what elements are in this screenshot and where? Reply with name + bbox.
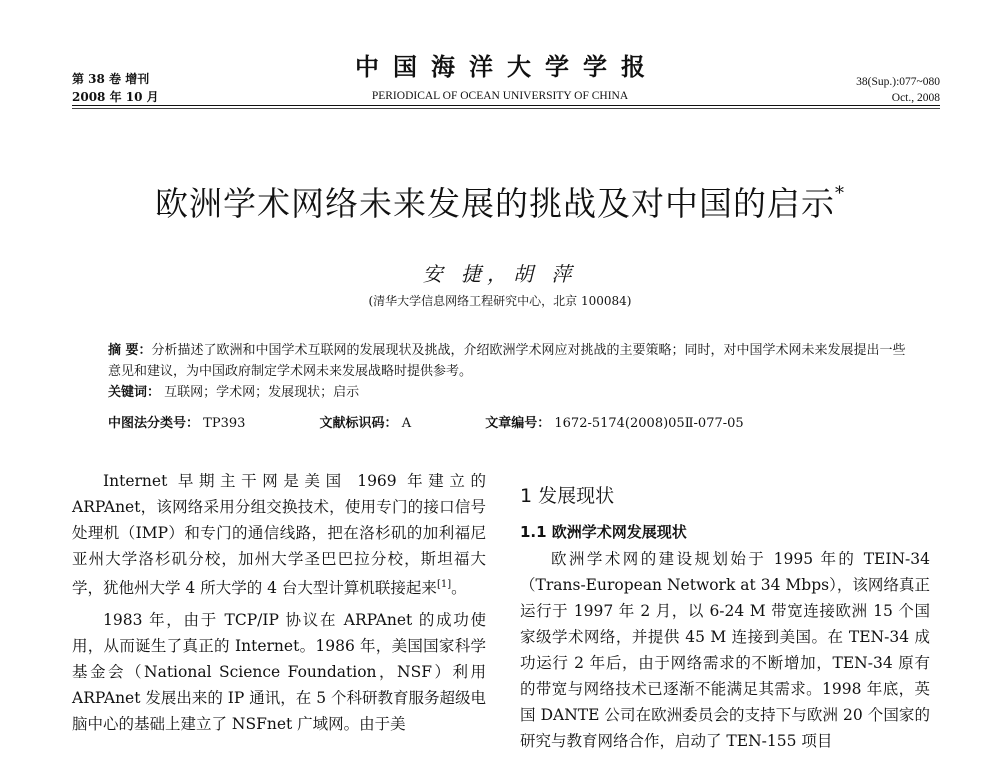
- section-heading: 1 发展现状: [520, 485, 615, 507]
- article-title-text: 欧洲学术网络未来发展的挑战及对中国的启示: [155, 184, 835, 223]
- clc-label: 中图法分类号：: [108, 416, 200, 431]
- title-footnote-mark: *: [835, 183, 845, 204]
- keywords-label: 关键词：: [108, 385, 161, 400]
- citation-ref[interactable]: [1]: [436, 579, 452, 590]
- classification-row: [108, 414, 908, 434]
- paragraph: 1983 年，由于 TCP/IP 协议在 ARPAnet 的成功使用，从而诞生了真正的 Internet。1986 年，美国国家科学基金会（National Science Foundation，NSF）利用 ARPAnet 发展出来的 IP 通讯，在 5 个科研教育服务超级电脑中心的基础上建立了 NSFnet 广域网。由于美: [72, 611, 486, 734]
- article-no-value: 1672-5174(2008)05Ⅱ-077-05: [554, 416, 744, 431]
- keywords: 互联网；学术网；发展现状；启示: [164, 385, 360, 400]
- left-p1-end: 。: [451, 579, 467, 598]
- paragraph: [72, 468, 486, 601]
- month-en: Oct., 2008: [891, 92, 940, 104]
- right-column: [520, 482, 930, 754]
- abstract: [108, 340, 908, 403]
- abstract-label: 摘 要：: [108, 343, 152, 358]
- left-column: [72, 468, 486, 737]
- affiliation: (清华大学信息网络工程研究中心，北京 100084): [368, 294, 632, 308]
- publication-date: 2008 年 10 月: [72, 90, 159, 104]
- paragraph: 欧洲学术网的建设规划始于 1995 年的 TEIN-34（Trans-European Network at 34 Mbps），该网络真正运行于 1997 年 2 月，以 6-24 M 带宽连接欧洲 15 个国家级学术网络，并提供 45 M 连接到美国。在 TEN-34 成功运行 2 年后，由于网络需求的不断增加，TEN-34 原有的带宽与网络技术已逐渐不能满足其需求。1998 年底，英国 DANTE 公司在欧洲委员会的支持下与欧洲 20 个国家的研究与教育网络合作，启动了 TEN-155 项目: [520, 550, 930, 750]
- page-range: 38(Sup.):077~080: [856, 76, 940, 88]
- clc-value: TP393: [203, 416, 246, 431]
- subsection-heading: 1.1 欧洲学术网发展现状: [520, 523, 687, 541]
- doc-code-label: 文献标识码：: [319, 416, 398, 431]
- authors: 安 捷，胡 萍: [422, 262, 578, 286]
- header-rule-secondary: [72, 108, 940, 109]
- header-rule: [72, 105, 940, 106]
- left-p1-text: Internet 早期主干网是美国 1969 年建立的 ARPAnet，该网络采用分组交换技术，使用专门的接口信号处理机（IMP）和专门的通信线路，把在洛杉矶的加利福尼亚州大学洛杉矶分校，加州大学圣巴巴拉分校，斯坦福大学，犹他州大学 4 所大学的 4 台大型计算机联接起来: [72, 472, 486, 598]
- article-title: [0, 176, 1000, 226]
- journal-volume-block: [72, 70, 159, 106]
- doc-code-value: A: [401, 416, 412, 431]
- journal-name-cn: 中国海洋大学学报: [355, 52, 659, 81]
- keywords-line: [108, 382, 908, 403]
- journal-name-block: [300, 52, 700, 104]
- article-no-label: 文章编号：: [485, 416, 551, 431]
- page-range-block: [856, 74, 940, 106]
- volume-issue: 第 38 卷 增刊: [72, 72, 150, 86]
- journal-name-en: PERIODICAL OF OCEAN UNIVERSITY OF CHINA: [371, 90, 629, 102]
- abstract-text: 分析描述了欧洲和中国学术互联网的发展现状及挑战，介绍欧洲学术网应对挑战的主要策略；同时，对中国学术网未来发展提出一些意见和建议，为中国政府制定学术网未来发展战略时提供参考。: [108, 343, 906, 379]
